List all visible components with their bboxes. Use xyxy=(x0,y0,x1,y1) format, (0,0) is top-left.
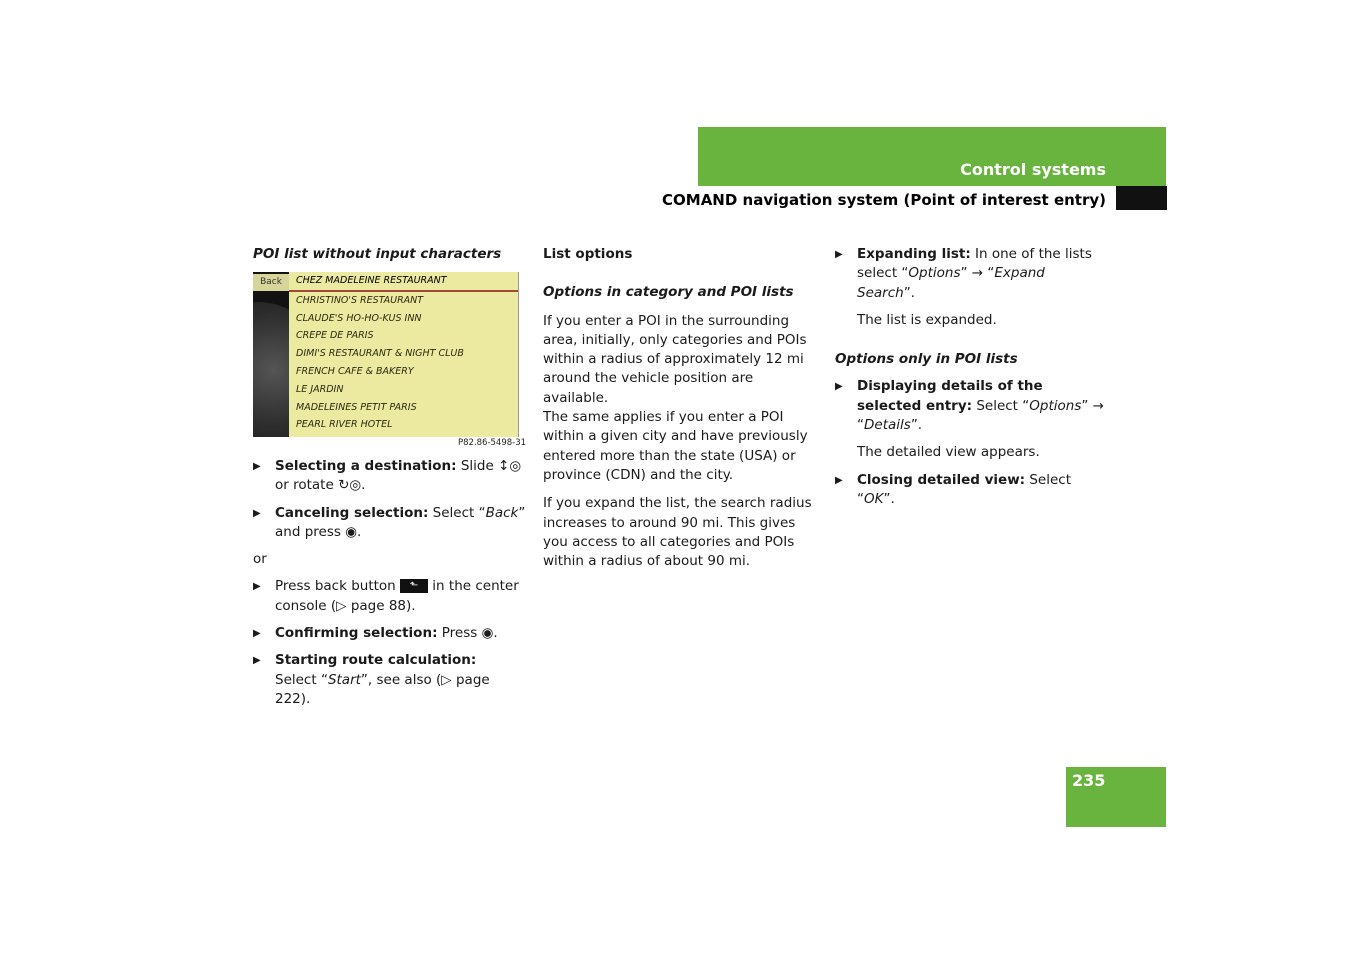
list-options-heading: List options xyxy=(543,246,633,262)
subsection-title: COMAND navigation system (Point of interest entry) xyxy=(662,191,1106,209)
header-tab xyxy=(1116,186,1167,210)
back-button-icon: ⬑ xyxy=(400,579,428,593)
list-item: DIMI'S RESTAURANT & NIGHT CLUB xyxy=(296,348,464,360)
paragraph: If you expand the list, the search radius increases to around 90 mi. This gives you access to all categories and POIs within a radius of about 90 mi. xyxy=(543,495,812,570)
poi-list-screen xyxy=(253,272,525,437)
column-left xyxy=(253,245,528,264)
list-item: CHRISTINO'S RESTAURANT xyxy=(296,294,424,306)
page-number-box xyxy=(1066,767,1166,827)
step-canceling: ▶ Canceling selection: Select “Back” and press ◉. xyxy=(253,504,528,543)
column-left-body xyxy=(253,457,528,709)
figure-code: P82.86-5498-31 xyxy=(458,438,527,448)
page-number: 235 xyxy=(1072,771,1106,790)
step-press-back: ▶ Press back button ⬑ in the center console (▷ page 88). xyxy=(253,577,528,616)
result-text: The detailed view appears. xyxy=(857,444,1040,461)
back-button: Back xyxy=(253,274,289,291)
step-closing: ▶ Closing detailed view: Select “OK”. xyxy=(835,471,1105,510)
scrollbar xyxy=(518,272,525,437)
list-item: CREPE DE PARIS xyxy=(296,330,374,342)
list-item: PEARL RIVER HOTEL xyxy=(296,419,393,431)
list-item: MADELEINES PETIT PARIS xyxy=(296,401,417,413)
or-text: or xyxy=(253,551,267,568)
step-details: ▶ Displaying details of the selected entry: Select “Options” → “Details”. xyxy=(835,377,1105,435)
paragraph: The same applies if you enter a POI within a given city and have previously entered more than the state (USA) or province (CDN) and the city. xyxy=(543,409,808,483)
step-selecting: ▶ Selecting a destination: Slide ↕◎ or rotate ↻◎. xyxy=(253,457,528,496)
list-item: FRENCH CAFE & BAKERY xyxy=(296,365,414,377)
list-item: CHEZ MADELEINE RESTAURANT xyxy=(289,272,519,292)
step-starting: ▶ Starting route calculation: Select “Start”, see also (▷ page 222). xyxy=(253,651,528,709)
result-text: The list is expanded. xyxy=(857,311,997,328)
poi-options-subheading: Options only in POI lists xyxy=(835,351,1018,368)
column-middle xyxy=(543,245,821,571)
press-controller-icon: ◉ xyxy=(481,625,494,642)
rotate-controller-icon: ↻◎ xyxy=(338,477,362,494)
paragraph: If you enter a POI in the surrounding area, initially, only categories and POIs within a radius of approximately 12 mi around the vehicle position are available. xyxy=(543,312,807,406)
list-item: CLAUDE'S HO-HO-KUS INN xyxy=(296,312,422,324)
step-expanding: ▶ Expanding list: In one of the lists select “Options” → “Expand Search”. xyxy=(835,245,1105,303)
step-confirming: ▶ Confirming selection: Press ◉. xyxy=(253,624,528,643)
poi-list xyxy=(289,272,519,437)
figure-caption: POI list without input characters xyxy=(253,246,502,262)
list-item: LE JARDIN xyxy=(296,383,344,395)
press-controller-icon: ◉ xyxy=(345,523,357,540)
options-subheading: Options in category and POI lists xyxy=(543,284,794,301)
slide-controller-icon: ↕◎ xyxy=(498,458,522,474)
column-right xyxy=(835,245,1105,509)
section-title: Control systems xyxy=(960,160,1106,179)
